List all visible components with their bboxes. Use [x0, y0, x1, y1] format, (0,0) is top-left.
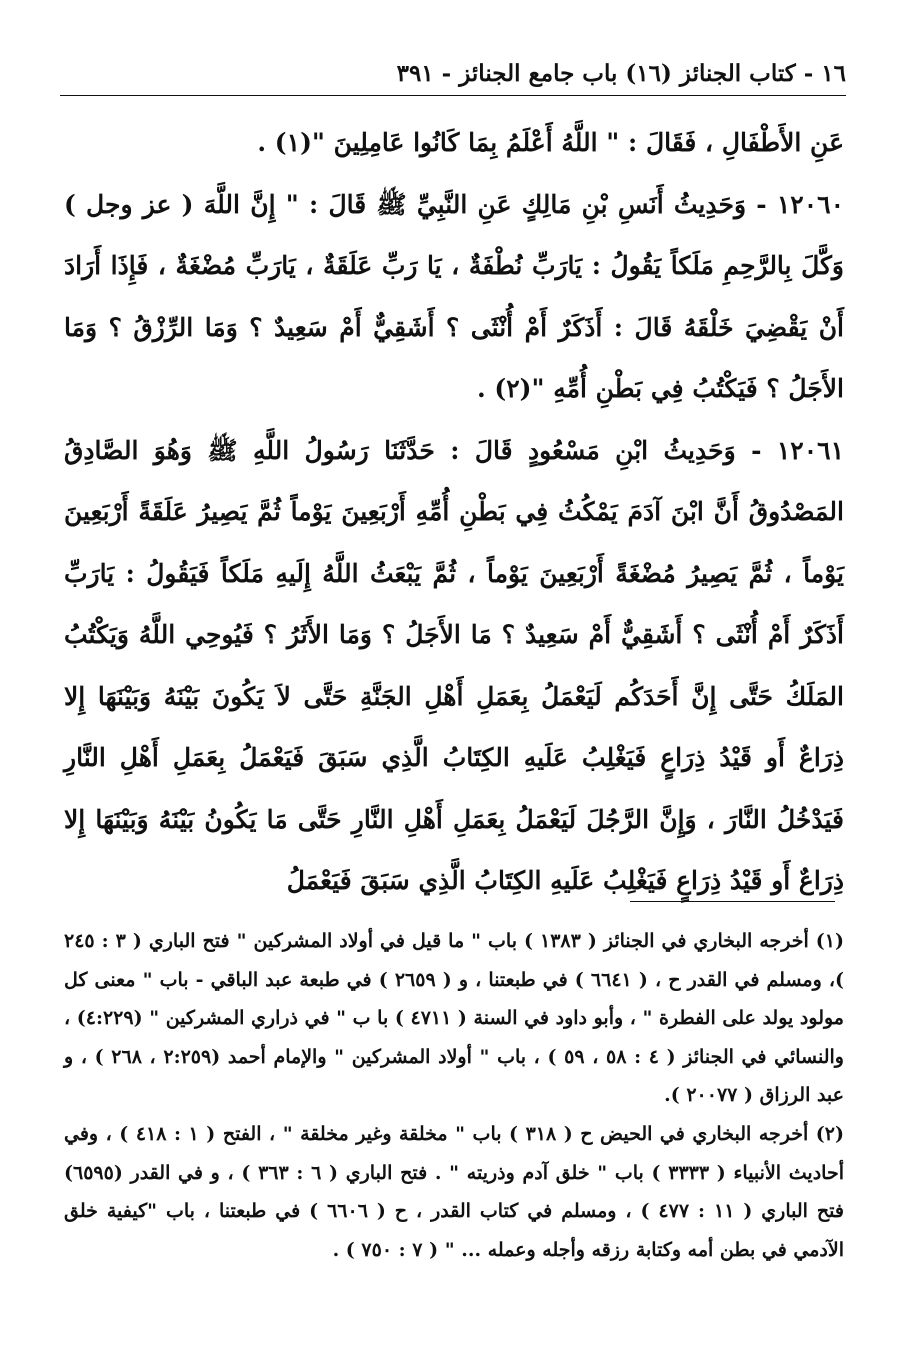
footnote-separator [630, 901, 835, 902]
running-head [60, 56, 846, 92]
footnotes [64, 922, 844, 1269]
footnote-1: (١) أخرجه البخاري في الجنائز ( ١٣٨٣ ) باب " ما قيل في أولاد المشركين " فتح الباري ( ٣ : ٢٤٥ )، ومسلم في القدر ح ، ( ٦٦٤١ ) في طبعتنا ، و ( ٢٦٥٩ ) في طبعة عبد الباقي - باب " معنى كل مولود يولد على الفطرة " ، وأبو داود في السنة ( ٤٧١١ ) با ب " في ذراري المشركين " (٤:٢٢٩) ، والنسائي في الجنائز ( ٤ : ٥٨ ، ٥٩ ) ، باب " أولاد المشركين " والإمام أحمد (٢:٢٥٩ ، ٢٦٨ ) ، و عبد الرزاق ( ٢٠٠٧٧ ). [64, 930, 844, 1107]
paragraph-continuation: عَنِ الأَطْفَالِ ، فَقَالَ : " اللَّهُ أَعْلَمُ بِمَا كَانُوا عَامِلِينَ "(١) . [257, 128, 844, 157]
hadith-12060: ١٢٠٦٠ - وَحَدِيثُ أَنَسِ بْنِ مَالِكٍ عَنِ النَّبِيِّ ﷺ قَالَ : " إِنَّ اللَّهَ ( عز وجل ) وَكَّلَ بِالرَّحِمِ مَلَكاً يَقُولُ : يَارَبِّ نُطْفَةٌ ، يَا رَبِّ عَلَقَةٌ ، يَارَبِّ مُضْغَةٌ ، فَإِذَا أَرَادَ أَنْ يَقْضِيَ خَلْقَهُ قَالَ : أَذَكَرٌ أَمْ أُنْثَى ؟ أَشَقِيٌّ أَمْ سَعِيدٌ ؟ وَمَا الرِّزْقُ ؟ وَمَا الأَجَلُ ؟ فَيَكْتُبُ فِي بَطْنِ أُمِّهِ "(٢) . [64, 189, 844, 403]
main-text [64, 112, 844, 912]
running-head-title: ١٦ - كتاب الجنائز (١٦) باب جامع الجنائز - ٣٩١ [396, 60, 846, 87]
header-rule [60, 95, 846, 96]
footnote-2: (٢) أخرجه البخاري في الحيض ح ( ٣١٨ ) باب " مخلقة وغير مخلقة " ، الفتح ( ١ : ٤١٨ ) ، وفي أحاديث الأنبياء ( ٣٣٣٣ ) باب " خلق آدم وذريته " . فتح الباري ( ٦ : ٣٦٣ ) ، و في القدر (٦٥٩٥) فتح الباري ( ١١ : ٤٧٧ ) ، ومسلم في كتاب القدر ، ح ( ٦٦٠٦ ) في طبعتنا ، باب "كيفية خلق الآدمي في بطن أمه وكتابة رزقه وأجله وعمله ... " ( ٧ : ٧٥٠ ) . [64, 1122, 845, 1261]
hadith-12061: ١٢٠٦١ - وَحَدِيثُ ابْنِ مَسْعُودٍ قَالَ : حَدَّثَنَا رَسُولُ اللَّهِ ﷺ وَهُوَ الصَّادِقُ المَصْدُوقُ أَنَّ ابْنَ آدَمَ يَمْكُثُ فِي بَطْنِ أُمِّهِ أَرْبَعِينَ يَوْماً ثُمَّ يَصِيرُ عَلَقَةً أَرْبَعِينَ يَوْماً ، ثُمَّ يَصِيرُ مُضْغَةً أَرْبَعِينَ يَوْماً ، ثُمَّ يَبْعَثُ اللَّهُ إِلَيهِ مَلَكاً فَيَقُولُ : يَارَبِّ أَذَكَرٌ أَمْ أُنْثَى ؟ أَشَقِيٌّ أَمْ سَعِيدٌ ؟ مَا الأَجَلُ ؟ وَمَا الأَثَرُ ؟ فَيُوحِي اللَّهُ وَيَكْتُبُ المَلَكُ حَتَّى إِنَّ أَحَدَكُم لَيَعْمَلُ بِعَمَلِ أَهْلِ الجَنَّةِ حَتَّى لاَ يَكُونَ بَيْنَهُ وَبَيْنَهَا إِلا ذِرَاعٌ أَو قَيْدُ ذِرَاعٍ فَيَغْلِبُ عَلَيهِ الكِتَابُ الَّذِي سَبَقَ فَيَعْمَلُ بِعَمَلِ أَهْلِ النَّارِ فَيَدْخُلُ النَّارَ ، وَإِنَّ الرَّجُلَ لَيَعْمَلُ بِعَمَلِ أَهْلِ النَّارِ حَتَّى مَا يَكُونُ بَيْنَهُ وَبَيْنَهَا إِلا ذِرَاعٌ أَو قَيْدُ ذِرَاعٍ فَيَغْلِبُ عَلَيهِ الكِتَابُ الَّذِي سَبَقَ فَيَعْمَلُ [64, 435, 844, 895]
